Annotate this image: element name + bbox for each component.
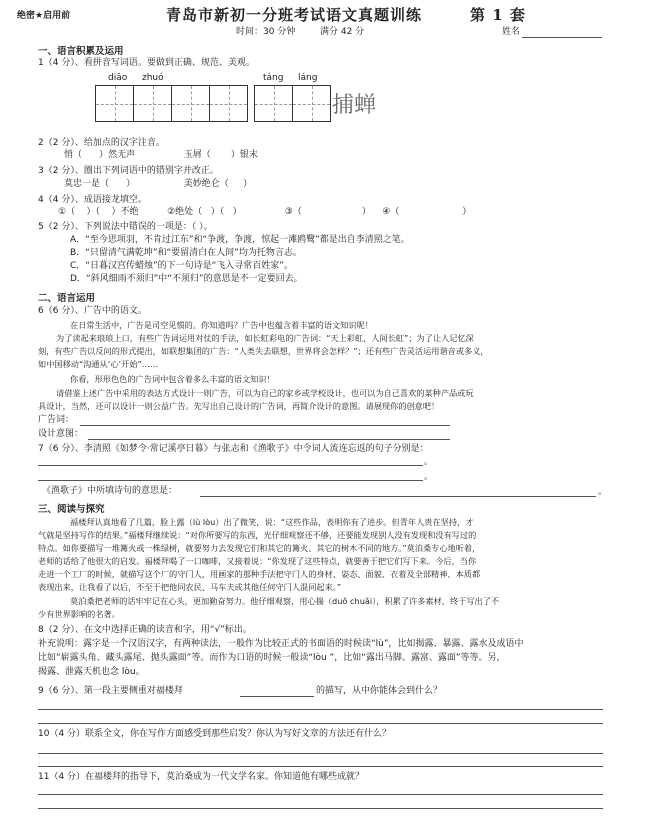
q2-text: 2（2 分）、给加点的汉字注音。 — [38, 138, 165, 148]
q5-text: 5（2 分）、下列说法中错误的一项是：（ ）。 — [38, 222, 213, 232]
q6-para-2c: 如中国移动“沟通从‘心’开始”…… — [38, 359, 159, 369]
q3-text: 3（2 分）、圈出下列词语中的错别字并改正。 — [38, 166, 219, 176]
section-1-heading: 一、语言积累及运用 — [38, 46, 124, 57]
passage-line-1: 福楼拜认真地看了几篇，脸上露（lù lòu）出了微笑，说：“这些作品，表明你有了进步。但青年人贵在坚持，才 — [70, 517, 474, 527]
grid-cell[interactable] — [293, 86, 330, 121]
time-info: 时间：30 分钟 — [236, 27, 296, 37]
page-title: 青岛市新初一分班考试语文真题训练 — [166, 6, 423, 24]
q5-option-b[interactable]: B．“只留清气满乾坤”和“要留清白在人间”均为托物言志。 — [70, 248, 302, 258]
q7-answer-line-2[interactable] — [38, 480, 423, 481]
q9-text-post: 的描写，从中你能体会到什么？ — [316, 686, 443, 696]
q10-answer-line-2[interactable] — [38, 766, 603, 767]
passage-line-4: 老师的话给了他很大的启发。福楼拜喝了一口咖啡，又接着说：“你发现了这些特点，就要善于把它们写下来。今后，当你 — [38, 556, 477, 566]
q1-text: 1（4 分）、看拼音写词语。要做到正确、规范、美观。 — [38, 58, 255, 68]
grid-cell[interactable] — [134, 86, 172, 121]
q6-para-2a: 为了读起来琅琅上口，有些广告词运用对仗的手法，如长虹彩电的广告词：“天上彩虹，人间长虹”；为了让人记忆深 — [56, 333, 474, 343]
q6-ad-answer-line[interactable] — [80, 425, 450, 426]
q5-option-a[interactable]: A．“至今思项羽，不肯过江东”和“争渡，争渡，惊起一滩鸥鹭”都是出自李清照之笔。 — [70, 235, 410, 245]
q4-line: ①（ ）（ ）不绝 ②绝处（ ）（ ） ③（ ） ④（ ） — [58, 207, 472, 217]
passage-line-7: 莫泊桑把老师的话牢牢记在心头，更加勤奋努力。他仔细观察，用心揣（duǒ chuǎi），积累了许多素材，终于写出了不 — [70, 596, 500, 606]
grid-cell[interactable] — [255, 86, 293, 121]
passage-line-3: 特点。如你要描写一堆篝火或一株绿树，就要努力去发现它们和其它的篝火、其它的树木不同的地方。”莫泊桑专心地听着， — [38, 543, 481, 553]
q9-text-pre: 9（6 分）、第一段主要侧重对福楼拜 — [38, 686, 183, 696]
q7-answer-line-1[interactable] — [38, 465, 423, 466]
q1-writing-grid-2[interactable] — [254, 85, 331, 122]
q8-note-1: 补充说明：露字是一个汉语汉字，有两种读法，一般作为比较正式的书面语的时候读“lù”，比如揭露、暴露、露水及成语中 — [38, 639, 524, 649]
q8-note-3: 揭露、泄露天机也念 lòu。 — [38, 667, 145, 677]
q4-text: 4（4 分）、成语接龙填空。 — [38, 195, 147, 205]
q2-line: 悄（ ）然无声 玉屑（ ）银末 — [64, 150, 258, 160]
q1-pinyin-2b: láng — [298, 73, 318, 83]
grid-cell[interactable] — [210, 86, 247, 121]
q8-note-2: 比如“崭露头角、藏头露尾、抛头露面”等。而作为口语的时候一般读“lòu ”，比如“露出马脚、露富、露面”等等。另， — [38, 653, 506, 663]
q3-line: 莫忠一是（ ） 美妙绝仑（ ） — [64, 179, 253, 189]
secret-label: 绝密★启用前 — [17, 11, 71, 21]
section-2-heading: 二、语言运用 — [38, 293, 96, 304]
passage-line-8: 少有世界影响的名著。 — [38, 609, 120, 619]
q8-text: 8（2 分）、在文中选择正确的读音和字，用“√”标出。 — [38, 625, 252, 635]
q6-para-1: 在日常生活中，广告是司空见惯的。你知道吗？广告中也蕴含着丰富的语文知识呢！ — [70, 320, 373, 330]
q9-answer-line-1[interactable] — [38, 709, 603, 710]
name-label: 姓名 — [502, 27, 521, 37]
q7-meaning-line[interactable] — [200, 496, 596, 497]
q11-answer-line-2[interactable] — [38, 808, 603, 809]
q1-pinyin-2a: táng — [263, 73, 284, 83]
q5-option-d[interactable]: D．“斜风细雨不须归”中“不须归”的意思是不一定要回去。 — [70, 274, 303, 284]
grid-cell[interactable] — [96, 86, 134, 121]
q6-ad-label: 广告词： — [38, 415, 75, 425]
score-info: 满分 42 分 — [320, 27, 365, 37]
q6-para-4a: 请借鉴上述广告中采用的表达方式设计一则广告，可以为自己的家乡或学校设计，也可以为自己喜欢的某种产品或玩 — [56, 388, 474, 398]
q6-para-4b: 具设计，当然，还可以设计一则公益广告。先写出自己设计的广告词，再简介设计的意图。请展现你的创意吧！ — [38, 401, 440, 411]
q5-option-c[interactable]: C．“日暮汉宫传蜡烛”的下一句诗是“飞入寻常百姓家”。 — [70, 261, 293, 271]
passage-line-6: 表现出来，让我看了以后，不至于把他同农民、马车夫或其他任何守门人混同起来。” — [38, 582, 342, 592]
q7-meaning-label: 《渔歌子》中所填诗句的意思是： — [42, 486, 178, 496]
q10-answer-line-1[interactable] — [38, 753, 603, 754]
q7-text: 7（6 分）、李清照《如梦令·常记溪亭日暮》与张志和《渔歌子》中令词人流连忘返的句子分别是： — [38, 444, 429, 454]
set-number: 第 1 套 — [470, 6, 526, 24]
q11-answer-line-1[interactable] — [38, 794, 603, 795]
passage-line-2: 气就是坚持写作的结果。”福楼拜继续说：“对你所要写的东西，光仔细观察还不够，还要能发现别人没有发现和没有写过的 — [38, 530, 477, 540]
passage-line-5: 走进一个工厂的时候，就描写这个厂的守门人，用画家的那种手法把守门人的身材、姿态、面貌、衣着及全部精神、本质都 — [38, 569, 481, 579]
q11-text: 11（4 分）在福楼拜的指导下，莫泊桑成为一代文学名家。你知道他有哪些成就？ — [38, 772, 365, 782]
q10-text: 10（4 分）联系全文，你在写作方面感受到那些启发？你认为写好文章的方法还有什么？ — [38, 729, 392, 739]
grid-cell[interactable] — [172, 86, 210, 121]
q7-period-3: 。 — [598, 487, 608, 497]
q6-text: 6（6 分）、广告中的语文。 — [38, 306, 147, 316]
q1-sample-word: 捕蝉 — [332, 93, 377, 118]
name-line[interactable] — [522, 37, 602, 38]
q6-intent-label: 设计意图： — [38, 429, 84, 439]
q1-pinyin-1a: diāo — [108, 73, 128, 83]
q1-pinyin-1b: zhuó — [142, 73, 164, 83]
q7-period-2: 。 — [424, 472, 434, 482]
q6-intent-answer-line[interactable] — [88, 439, 450, 440]
q9-blank[interactable] — [240, 696, 314, 697]
q6-para-3: 你看，形形色色的广告词中包含着多么丰富的语文知识！ — [70, 374, 275, 384]
q7-period-1: 。 — [424, 457, 434, 467]
q6-para-2b: 刻，有些广告以反问的形式提出，如联想集团的广告：“人类失去联想，世界将会怎样？”；还有些广告灵活运用谐音或多义， — [38, 346, 489, 356]
section-3-heading: 三、阅读与探究 — [38, 504, 105, 515]
q1-writing-grid-1[interactable] — [95, 85, 248, 122]
q9-answer-line-2[interactable] — [38, 723, 603, 724]
